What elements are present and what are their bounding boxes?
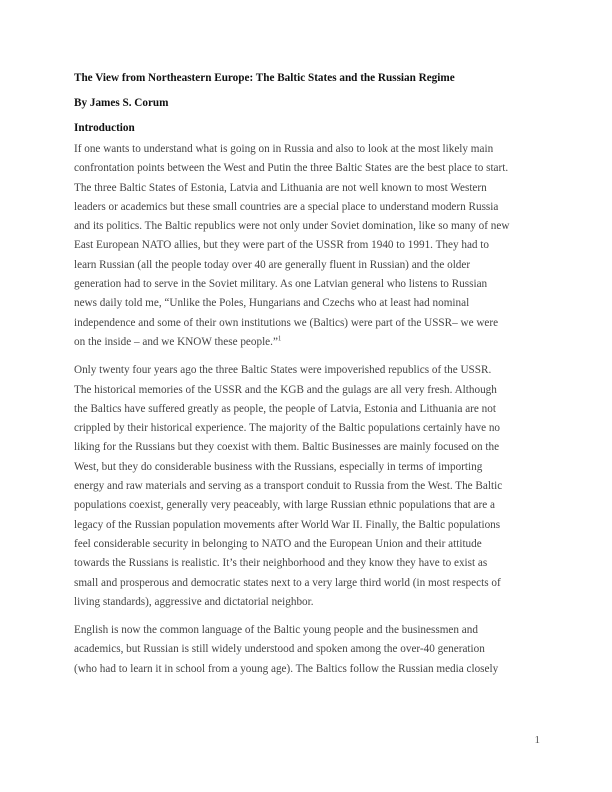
body-text: [74, 140, 544, 679]
text-line: The three Baltic States of Estonia, Latvia and Lithuania are not well known to most Western: [74, 181, 487, 194]
text-line: East European NATO allies, but they were part of the USSR from 1940 to 1991. They had to: [74, 239, 490, 252]
section-heading: Introduction: [74, 122, 135, 134]
text-line: small and prosperous and democratic states next to a very large third world (in most respects of: [74, 576, 501, 589]
text-line-content: on the inside – and we KNOW these people.”: [74, 335, 278, 348]
text-line: crippled by their historical experience. The majority of the Baltic populations certainly have no: [74, 422, 501, 435]
text-line: learn Russian (all the people today over 40 are generally fluent in Russian) and the older: [74, 258, 471, 271]
text-line: news daily told me, “Unlike the Poles, Hungarians and Czechs who at least had nominal: [74, 297, 470, 310]
text-line: leaders or academics but these small countries are a special place to understand modern Russia: [74, 200, 499, 213]
text-line: (who had to learn it in school from a young age). The Baltics follow the Russian media closely: [74, 662, 499, 675]
text-line: The historical memories of the USSR and the KGB and the gulags are all very fresh. Although: [74, 383, 497, 396]
text-line: populations coexist, generally very peaceably, with large Russian ethnic populations that are a: [74, 499, 495, 512]
page-number: 1: [534, 734, 540, 746]
text-line: academics, but Russian is still widely understood and spoken among the over-40 generation: [74, 643, 485, 656]
text-line: If one wants to understand what is going on in Russia and also to look at the most likely main: [74, 143, 494, 155]
text-line: independence and some of their own institutions we (Baltics) were part of the USSR– we were: [74, 316, 499, 329]
text-line: liking for the Russians but they coexist with them. Baltic Businesses are mainly focused on the: [74, 441, 500, 454]
text-line: [74, 333, 544, 352]
text-line: Only twenty four years ago the three Baltic States were impoverished republics of the USSR.: [74, 364, 492, 377]
footnote-marker[interactable]: 1: [277, 334, 282, 343]
text-line: confrontation points between the West and Putin the three Baltic States are the best place to start.: [74, 162, 509, 175]
document-title: The View from Northeastern Europe: The Baltic States and the Russian Regime: [74, 72, 455, 84]
text-line: towards the Russians is realistic. It’s their neighborhood and they know they have to exist as: [74, 557, 488, 570]
text-line: the Baltics have suffered greatly as people, the people of Latvia, Estonia and Lithuania are not: [74, 402, 496, 415]
author-byline: By James S. Corum: [74, 97, 169, 109]
text-line: West, but they do considerable business with the Russians, especially in terms of importing: [74, 460, 483, 473]
paragraph: [74, 140, 544, 352]
paragraph: [74, 621, 544, 679]
text-line: legacy of the Russian population movements after World War II. Finally, the Baltic populations: [74, 518, 501, 531]
paragraph: [74, 361, 544, 612]
text-line: living standards), aggressive and dictatorial neighbor.: [74, 595, 314, 608]
text-line: energy and raw materials and serving as a transport conduit to Russia from the West. The Baltic: [74, 480, 503, 493]
text-line: feel considerable security in belonging to NATO and the European Union and their attitude: [74, 537, 482, 550]
text-line: generation had to serve in the Soviet military. As one Latvian general who listens to Russian: [74, 278, 488, 291]
document-page: [74, 70, 544, 688]
text-line: and its politics. The Baltic republics were not only under Soviet domination, like so many of new: [74, 220, 510, 233]
text-line: English is now the common language of the Baltic young people and the businessmen and: [74, 624, 478, 637]
